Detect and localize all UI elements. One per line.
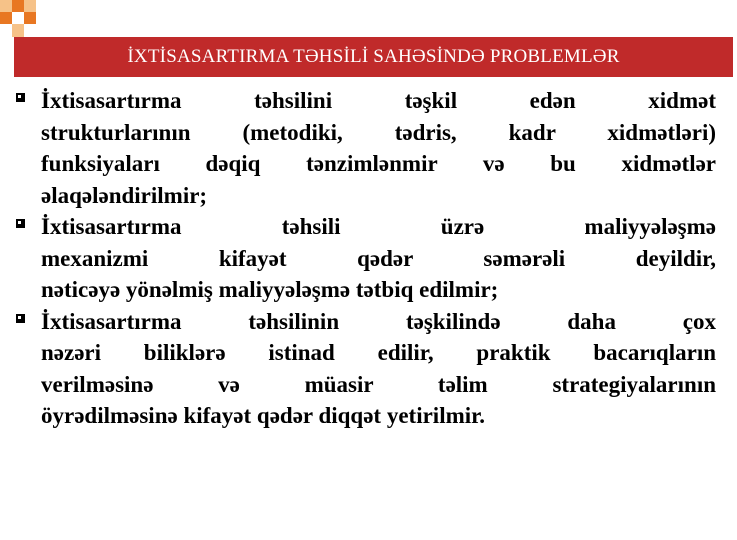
square-bullet-icon bbox=[16, 93, 25, 102]
bullet-list bbox=[10, 85, 716, 432]
bullet-text-line: İxtisasartırma təhsili üzrə maliyyələşmə bbox=[41, 214, 716, 239]
square-bullet-icon bbox=[16, 314, 25, 323]
bullet-text-line: mexanizmi kifayət qədər səmərəli deyildir, bbox=[41, 245, 716, 271]
bullet-text-line: öyrədilməsinə kifayət qədər diqqət yetirilmir. bbox=[41, 403, 485, 428]
slide-content bbox=[10, 85, 716, 432]
bullet-text-line: nəticəyə yönəlmiş maliyyələşmə tətbiq edilmir; bbox=[41, 277, 499, 302]
corner-decoration bbox=[0, 0, 60, 40]
bullet-item bbox=[10, 211, 716, 306]
bullet-text-line: funksiyaları dəqiq tənzimlənmir və bu xidmətlər bbox=[41, 151, 716, 176]
slide-title: İXTİSASARTIRMA TƏHSİLİ SAHƏSİNDƏ PROBLEMLƏR bbox=[127, 46, 620, 67]
bullet-item bbox=[10, 85, 716, 211]
bullet-text-line: verilməsinə və müasir təlim strategiyalarının bbox=[41, 371, 716, 397]
square-bullet-icon bbox=[16, 219, 25, 228]
bullet-text-line: əlaqələndirilmir; bbox=[41, 182, 208, 208]
bullet-text-line: İxtisasartırma təhsilini təşkil edən xidmət bbox=[41, 88, 716, 113]
bullet-text-line: nəzəri biliklərə istinad edilir, praktik bacarıqların bbox=[41, 340, 716, 365]
title-bar bbox=[14, 37, 733, 77]
bullet-text-line: strukturlarının (metodiki, tədris, kadr xidmətləri) bbox=[41, 119, 716, 145]
bullet-item bbox=[10, 306, 716, 432]
bullet-text-line: İxtisasartırma təhsilinin təşkilində daha çox bbox=[41, 308, 716, 334]
